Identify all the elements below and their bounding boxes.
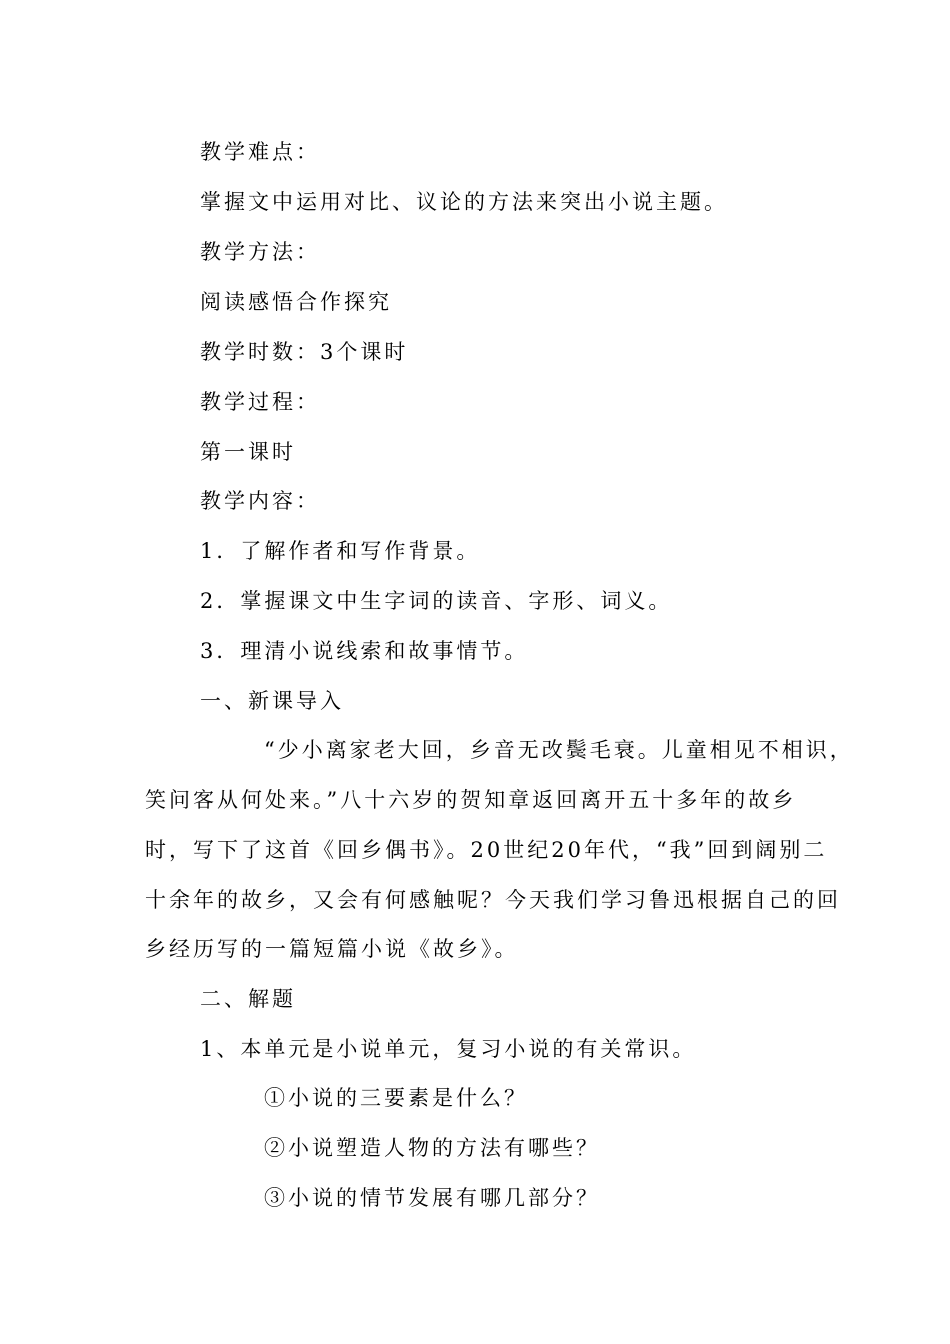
section-heading-title-explanation: 二、解题 bbox=[200, 987, 296, 1011]
paragraph-difficulty-text: 掌握文中运用对比、议论的方法来突出小说主题。 bbox=[200, 190, 728, 214]
paragraph-intro-line-2: 笑问客从何处来。”八十六岁的贺知章返回离开五十多年的故乡 bbox=[145, 788, 797, 812]
heading-teaching-process: 教学过程： bbox=[200, 390, 320, 414]
heading-teaching-difficulty: 教学难点： bbox=[200, 140, 320, 164]
question-item-2: ②小说塑造人物的方法有哪些？ bbox=[264, 1136, 600, 1160]
paragraph-unit-review: 1、本单元是小说单元，复习小说的有关常识。 bbox=[200, 1037, 697, 1061]
paragraph-method-text: 阅读感悟合作探究 bbox=[200, 290, 392, 314]
paragraph-intro-line-3: 时，写下了这首《回乡偶书》。20世纪20年代，“我”回到阔别二 bbox=[145, 838, 828, 862]
paragraph-intro-line-4: 十余年的故乡，又会有何感触呢？今天我们学习鲁迅根据自己的回 bbox=[145, 888, 841, 912]
paragraph-intro-line-1: “少小离家老大回，乡音无改鬓毛衰。儿童相见不相识， bbox=[264, 738, 854, 762]
list-item-1: 1．了解作者和写作背景。 bbox=[200, 539, 481, 563]
paragraph-class-hours: 教学时数：3个课时 bbox=[200, 340, 409, 364]
list-item-3: 3．理清小说线索和故事情节。 bbox=[200, 639, 529, 663]
heading-teaching-content: 教学内容： bbox=[200, 489, 320, 513]
section-heading-intro: 一、新课导入 bbox=[200, 689, 344, 713]
paragraph-intro-line-5: 乡经历写的一篇短篇小说《故乡》。 bbox=[145, 937, 519, 961]
question-item-3: ③小说的情节发展有哪几部分？ bbox=[264, 1186, 600, 1210]
question-item-1: ①小说的三要素是什么？ bbox=[264, 1086, 528, 1110]
heading-teaching-method: 教学方法： bbox=[200, 240, 320, 264]
heading-first-lesson: 第一课时 bbox=[200, 440, 296, 464]
list-item-2: 2．掌握课文中生字词的读音、字形、词义。 bbox=[200, 589, 673, 613]
